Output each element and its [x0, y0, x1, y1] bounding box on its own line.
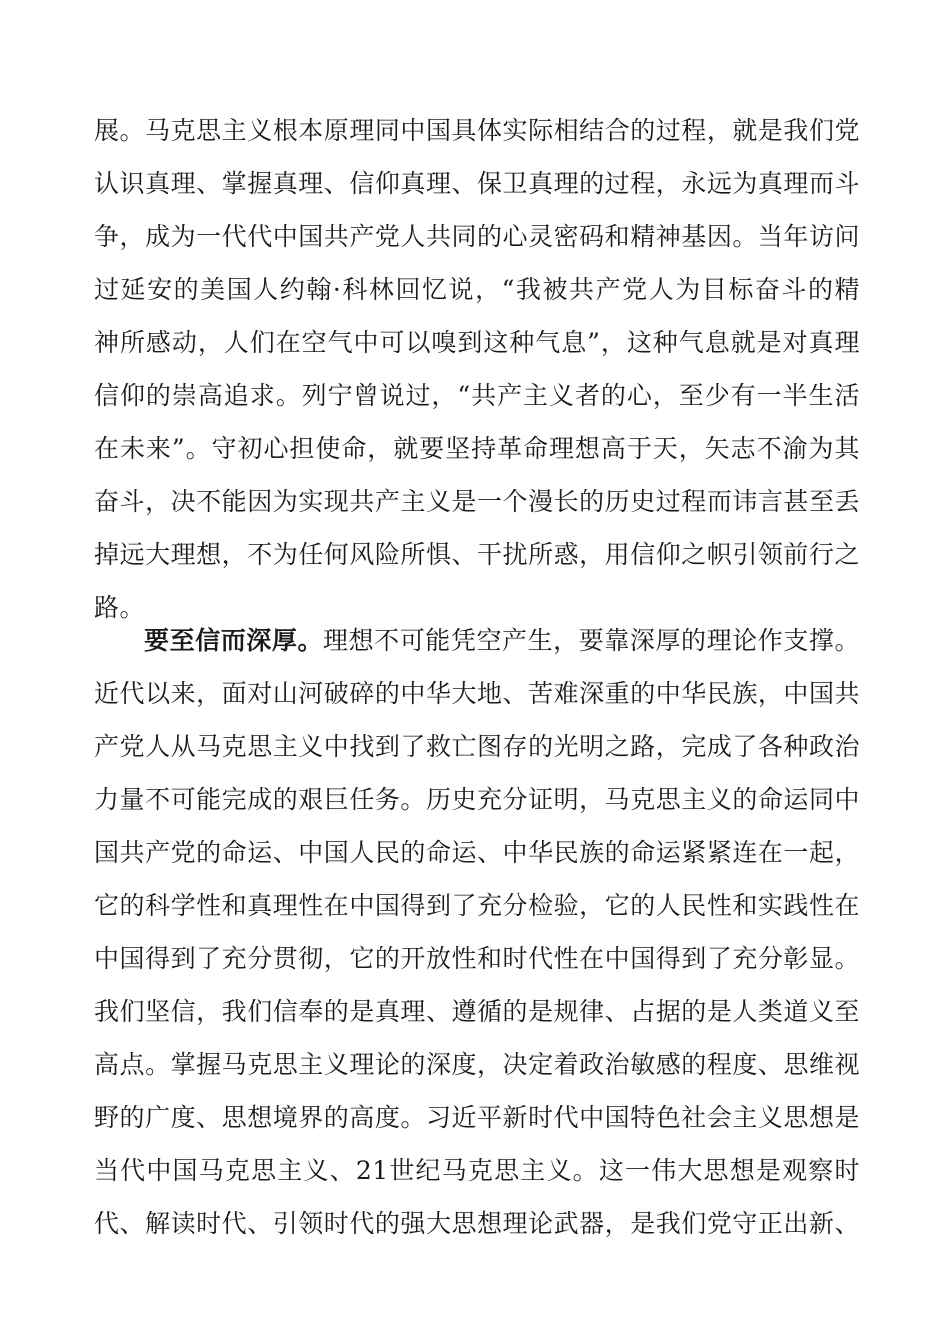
text-line: 在未来”。守初心担使命，就要坚持革命理想高于天，矢志不渝为其 [94, 434, 860, 463]
text-line: 过延安的美国人约翰·科林回忆说，“我被共产党人为目标奋斗的精 [94, 275, 860, 304]
text-line: 神所感动，人们在空气中可以嗅到这种气息”，这种气息就是对真理 [94, 328, 860, 357]
text-line: 当代中国马克思主义、21世纪马克思主义。这一伟大思想是观察时 [94, 1156, 860, 1185]
text-line: 近代以来，面对山河破碎的中华大地、苦难深重的中华民族，中国共 [94, 679, 860, 708]
text-line: 掉远大理想，不为任何风险所惧、干扰所惑，用信仰之帜引领前行之 [94, 540, 860, 569]
text-line: 展。马克思主义根本原理同中国具体实际相结合的过程，就是我们党 [94, 116, 860, 145]
text-line: 奋斗，决不能因为实现共产主义是一个漫长的历史过程而讳言甚至丢 [94, 487, 860, 516]
text-line: 认识真理、掌握真理、信仰真理、保卫真理的过程，永远为真理而斗 [94, 169, 860, 198]
text-line: 我们坚信，我们信奉的是真理、遵循的是规律、占据的是人类道义至 [94, 997, 860, 1026]
paragraph-1 [94, 104, 860, 634]
paragraph-first-line-text: 理想不可能凭空产生，要靠深厚的理论作支撑。 [323, 626, 860, 655]
text-line: 代、解读时代、引领时代的强大思想理论武器，是我们党守正出新、 [94, 1209, 860, 1238]
text-line: 路。 [94, 593, 146, 622]
text-line: 国共产党的命运、中国人民的命运、中华民族的命运紧紧连在一起， [94, 838, 860, 867]
text-line: 野的广度、思想境界的高度。习近平新时代中国特色社会主义思想是 [94, 1103, 860, 1132]
text-line: 它的科学性和真理性在中国得到了充分检验，它的人民性和实践性在 [94, 891, 860, 920]
text-line: 中国得到了充分贯彻，它的开放性和时代性在中国得到了充分彰显。 [94, 944, 860, 973]
paragraph-2 [94, 614, 860, 1250]
paragraph-first-line [94, 614, 860, 667]
paragraph-heading: 要至信而深厚。 [144, 626, 324, 655]
text-line: 信仰的崇高追求。列宁曾说过，“共产主义者的心，至少有一半生活 [94, 381, 860, 410]
text-line: 高点。掌握马克思主义理论的深度，决定着政治敏感的程度、思维视 [94, 1050, 860, 1079]
text-line: 产党人从马克思主义中找到了救亡图存的光明之路，完成了各种政治 [94, 732, 860, 761]
text-line: 争，成为一代代中国共产党人共同的心灵密码和精神基因。当年访问 [94, 222, 860, 251]
text-line: 力量不可能完成的艰巨任务。历史充分证明，马克思主义的命运同中 [94, 785, 860, 814]
